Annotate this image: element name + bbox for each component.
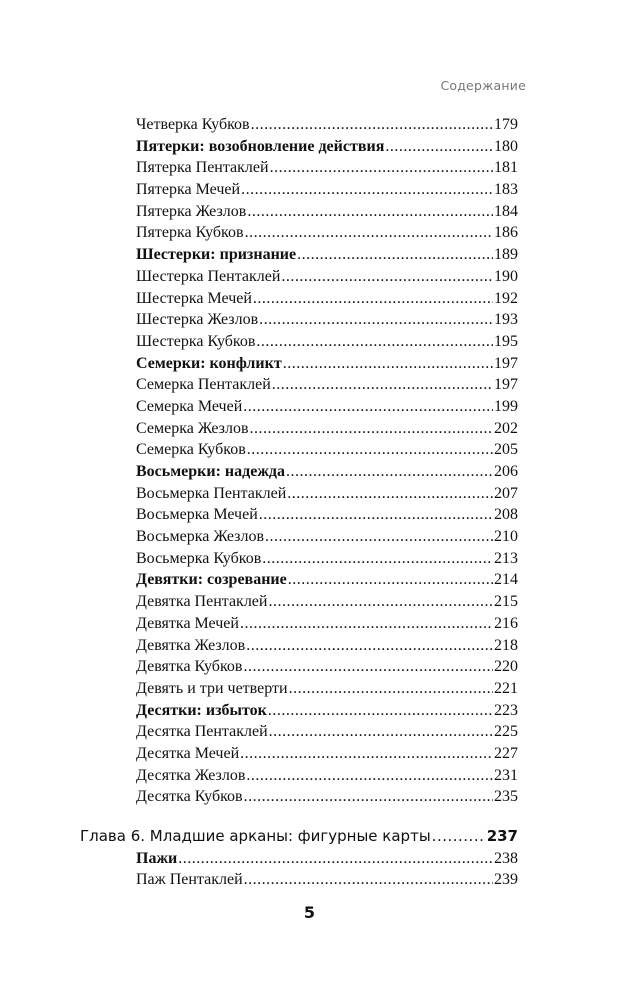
toc-section-heading[interactable]: [80, 136, 518, 158]
toc-section-heading[interactable]: [80, 353, 518, 375]
toc-entry-page: 223: [494, 701, 518, 719]
toc-section-heading[interactable]: [80, 569, 518, 591]
toc-leader-dots: [178, 848, 493, 870]
toc-entry-page: 195: [494, 332, 518, 350]
toc-entry-page: 205: [494, 441, 518, 459]
toc-leader-dots: [259, 504, 493, 526]
toc-chapter-entries: [80, 848, 518, 891]
toc-entries: [80, 114, 518, 808]
toc-entry-page: 235: [494, 788, 518, 806]
toc-section-heading[interactable]: [80, 700, 518, 722]
toc-entry-page: 193: [494, 311, 518, 329]
toc-entry-title: Шестерка Мечей: [136, 289, 252, 307]
toc-entry[interactable]: [80, 222, 518, 244]
toc-entry-title: Шестерка Пентаклей: [136, 267, 281, 285]
toc-entry-page: 197: [494, 354, 518, 372]
toc-entry-title: Десятка Жезлов: [136, 766, 246, 784]
toc-leader-dots: [286, 461, 493, 483]
toc-entry-title: Семерка Кубков: [136, 441, 246, 459]
toc-leader-dots: [240, 743, 493, 765]
toc-chapter-heading[interactable]: [80, 826, 518, 848]
page-number: 5: [303, 903, 316, 922]
toc-entry-page: 210: [494, 528, 518, 546]
toc-entry[interactable]: [80, 396, 518, 418]
toc-entry-page: 186: [494, 224, 518, 242]
toc-entry[interactable]: [80, 179, 518, 201]
toc-entry-title: Семерка Пентаклей: [136, 376, 271, 394]
toc-entry-page: 202: [494, 419, 518, 437]
toc-entry-page: 206: [494, 463, 518, 480]
toc-chapter-page: 237: [486, 827, 518, 845]
toc-leader-dots: [268, 591, 493, 613]
toc-entry[interactable]: [80, 591, 518, 613]
toc-entry-page: 218: [494, 636, 518, 654]
toc-entry[interactable]: [80, 374, 518, 396]
toc-entry-title: Девять и три четверти: [136, 679, 288, 697]
toc-leader-dots: [288, 569, 493, 591]
toc-entry[interactable]: [80, 869, 518, 891]
toc-entry[interactable]: [80, 418, 518, 440]
toc-entry[interactable]: [80, 548, 518, 570]
toc-leader-dots: [283, 353, 493, 375]
toc-entry-page: 225: [494, 723, 518, 741]
toc-entry-title: Пятерки: возобновление действия: [136, 137, 385, 155]
toc-entry-page: 189: [494, 246, 518, 264]
toc-entry-title: Пятерка Жезлов: [136, 202, 247, 220]
toc-entry-title: Десятки: избыток: [136, 701, 267, 719]
toc-entry[interactable]: [80, 678, 518, 700]
toc-leader-dots: [287, 483, 493, 505]
toc-section-heading[interactable]: [80, 848, 518, 870]
toc-entry[interactable]: [80, 201, 518, 223]
toc-entry-page: 213: [494, 549, 518, 567]
toc-leader-dots: [244, 786, 493, 808]
toc-entry-title: Пажи: [136, 849, 178, 867]
toc-leader-dots: [247, 439, 493, 461]
toc-leader-dots: [240, 613, 493, 635]
toc-leader-dots: [289, 678, 493, 700]
toc-entry-title: Восьмерки: надежда: [136, 463, 286, 480]
toc-entry-page: 214: [494, 571, 518, 589]
toc-leader-dots: [269, 721, 493, 743]
table-of-contents: [80, 114, 518, 891]
toc-leader-dots: [247, 201, 493, 223]
toc-entry-page: 231: [494, 766, 518, 784]
toc-entry-page: 180: [494, 137, 518, 155]
toc-leader-dots: [256, 331, 493, 353]
toc-entry[interactable]: [80, 288, 518, 310]
toc-entry-title: Пятерка Пентаклей: [136, 159, 269, 177]
toc-entry-title: Шестерка Жезлов: [136, 311, 259, 329]
toc-entry[interactable]: [80, 266, 518, 288]
toc-entry-title: Восьмерка Пентаклей: [136, 484, 287, 502]
toc-entry-title: Десятка Пентаклей: [136, 723, 268, 741]
toc-entry-title: Семерка Мечей: [136, 397, 243, 415]
toc-entry[interactable]: [80, 483, 518, 505]
toc-chapter-title: Глава 6. Младшие арканы: фигурные карты: [80, 827, 431, 845]
toc-entry-page: 184: [494, 202, 518, 220]
toc-leader-dots: [251, 114, 493, 136]
toc-entry-page: 239: [494, 871, 518, 889]
toc-entry-title: Девятка Жезлов: [136, 636, 246, 654]
toc-entry-page: 220: [494, 658, 518, 676]
toc-entry-page: 216: [494, 614, 518, 632]
toc-leader-dots: [244, 869, 493, 891]
toc-entry-title: Четверка Кубков: [136, 116, 250, 133]
toc-leader-dots: [265, 526, 493, 548]
toc-entry-title: Девятка Кубков: [136, 658, 243, 676]
toc-entry[interactable]: [80, 504, 518, 526]
toc-leader-dots: [259, 309, 493, 331]
toc-entry-page: 181: [494, 159, 518, 177]
toc-entry[interactable]: [80, 656, 518, 678]
toc-entry-title: Пятерка Кубков: [136, 224, 244, 242]
toc-entry-title: Паж Пентаклей: [136, 871, 243, 889]
toc-entry-title: Восьмерка Жезлов: [136, 528, 265, 546]
toc-entry-title: Десятка Мечей: [136, 744, 240, 762]
toc-leader-dots: [272, 374, 493, 396]
toc-entry-page: 208: [494, 506, 518, 524]
toc-entry[interactable]: [80, 114, 518, 136]
toc-section-heading[interactable]: [80, 461, 518, 483]
toc-leader-dots: [243, 396, 493, 418]
toc-entry[interactable]: [80, 743, 518, 765]
toc-entry-page: 179: [494, 116, 518, 133]
toc-entry-page: 197: [494, 376, 518, 394]
toc-leader-dots: [432, 826, 486, 848]
toc-leader-dots: [253, 288, 493, 310]
toc-entry-page: 227: [494, 744, 518, 762]
toc-entry[interactable]: [80, 331, 518, 353]
toc-entry[interactable]: [80, 721, 518, 743]
toc-entry-page: 238: [494, 849, 518, 867]
toc-leader-dots: [243, 656, 493, 678]
toc-entry-title: Восьмерка Кубков: [136, 549, 262, 567]
toc-entry-page: 221: [494, 679, 518, 697]
toc-leader-dots: [281, 266, 493, 288]
toc-entry-title: Семерка Жезлов: [136, 419, 249, 437]
toc-entry[interactable]: [80, 613, 518, 635]
toc-entry[interactable]: [80, 765, 518, 787]
toc-entry-title: Девятка Пентаклей: [136, 593, 268, 611]
toc-entry-page: 192: [494, 289, 518, 307]
toc-entry-title: Шестерки: признание: [136, 246, 297, 264]
toc-entry-title: Десятка Кубков: [136, 788, 243, 806]
toc-entry[interactable]: [80, 157, 518, 179]
toc-leader-dots: [385, 136, 493, 158]
toc-leader-dots: [270, 157, 493, 179]
running-head: Содержание: [440, 78, 526, 93]
toc-leader-dots: [246, 635, 493, 657]
toc-entry[interactable]: [80, 786, 518, 808]
toc-leader-dots: [245, 222, 493, 244]
toc-section-heading[interactable]: [80, 244, 518, 266]
toc-leader-dots: [241, 179, 493, 201]
toc-leader-dots: [268, 700, 493, 722]
toc-leader-dots: [246, 765, 493, 787]
toc-entry-title: Восьмерка Мечей: [136, 506, 258, 524]
toc-entry[interactable]: [80, 439, 518, 461]
toc-entry-title: Шестерка Кубков: [136, 332, 256, 350]
toc-entry-title: Семерки: конфликт: [136, 354, 282, 372]
toc-leader-dots: [250, 418, 493, 440]
toc-entry-page: 207: [494, 484, 518, 502]
toc-entry[interactable]: [80, 526, 518, 548]
toc-entry-page: 199: [494, 397, 518, 415]
toc-entry[interactable]: [80, 309, 518, 331]
toc-entry-title: Пятерка Мечей: [136, 181, 241, 199]
toc-entry-title: Девятка Мечей: [136, 614, 239, 632]
toc-entry-page: 183: [494, 181, 518, 199]
toc-entry[interactable]: [80, 635, 518, 657]
toc-leader-dots: [262, 548, 493, 570]
toc-entry-page: 190: [494, 267, 518, 285]
toc-entry-title: Девятки: созревание: [136, 571, 287, 589]
toc-leader-dots: [297, 244, 493, 266]
toc-entry-page: 215: [494, 593, 518, 611]
